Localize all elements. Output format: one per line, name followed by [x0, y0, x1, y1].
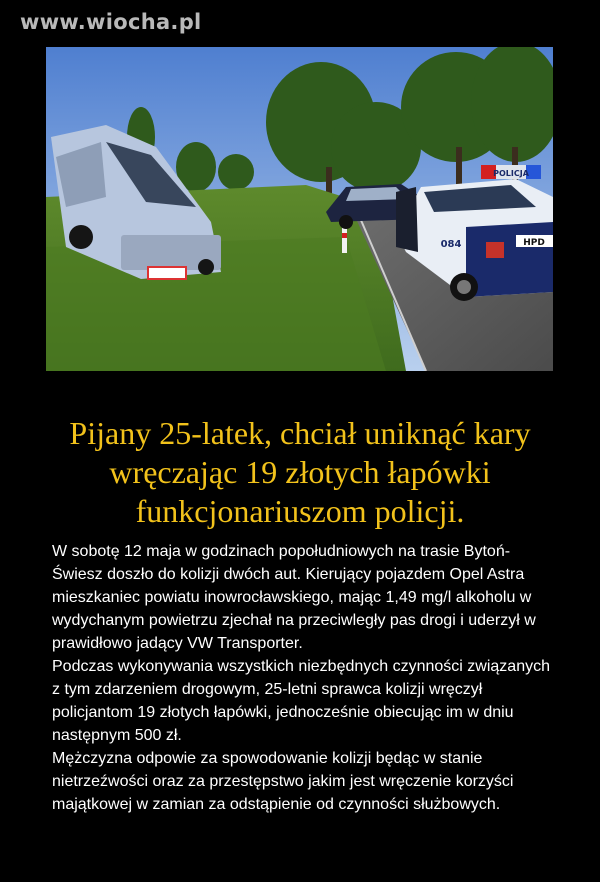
- article-body: [52, 540, 552, 816]
- site-watermark: www.wiocha.pl: [20, 10, 202, 34]
- article-paragraph: Podczas wykonywania wszystkich niezbędnych czynności związanych z tym zdarzeniem drogowym, 25-letni sprawca kolizji wręczył policjantom 19 złotych łapówki, jednocześnie obiecując im w dniu następnym 500 zł.: [52, 658, 550, 744]
- article-paragraph: W sobotę 12 maja w godzinach popołudniowych na trasie Bytoń- Świesz doszło do kolizji dwóch aut. Kierujący pojazdem Opel Astra mieszkaniec powiatu inowrocławskiego, mając 1,49 mg/l alkoholu w wydychanym powietrzu zjechał na przeciwległy pas drogi i uderzył w prawidłowo jadący VW Transporter.: [52, 543, 536, 652]
- article-paragraph: Mężczyzna odpowie za spowodowanie kolizji będąc w stanie nietrzeźwości oraz za przestępstwo jakim jest wręczenie korzyści majątkowej w zamian za odstąpienie od czynności służbowych.: [52, 750, 514, 813]
- license-plate-text: HPD: [523, 238, 545, 248]
- police-sign-text: POLICJA: [493, 169, 529, 178]
- news-photo: [46, 47, 553, 371]
- article-headline: Pijany 25-latek, chciał uniknąć kary wręczając 19 złotych łapówki funkcjonariuszom policji.: [69, 415, 531, 529]
- car-number-text: 084: [440, 239, 462, 250]
